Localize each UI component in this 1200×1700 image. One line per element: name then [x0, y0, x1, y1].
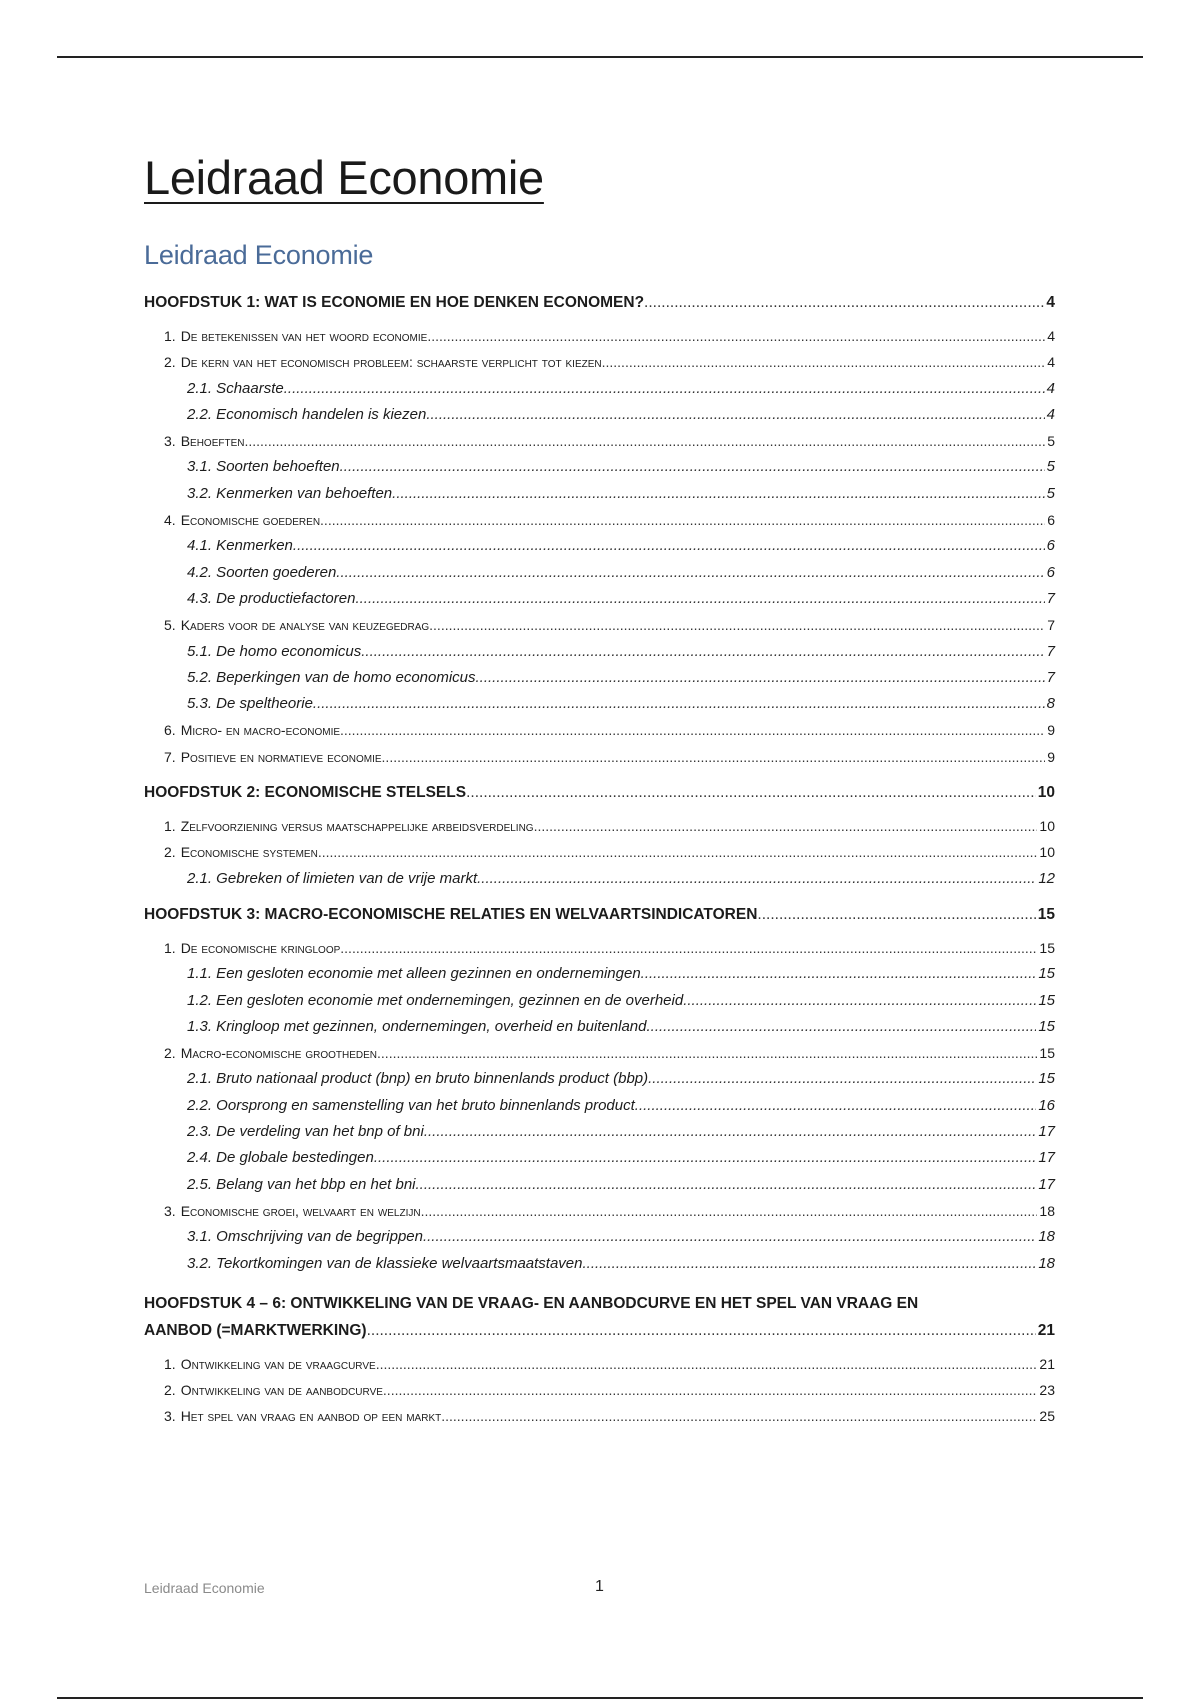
toc-dot-leader: [367, 1318, 1036, 1344]
page-number: 1: [595, 1578, 604, 1595]
toc-section-entry[interactable]: [144, 839, 1055, 865]
toc-page-number: 4: [1047, 328, 1055, 344]
toc-entry-text: Het spel van vraag en aanbod op een markt: [180, 1408, 442, 1425]
toc-page-number: 4: [1047, 354, 1055, 371]
toc-entry-text: De economische kringloop: [180, 939, 341, 956]
toc-page-number: 15: [1039, 939, 1055, 956]
toc-page-number: 7: [1046, 668, 1055, 686]
toc-section-entry[interactable]: [144, 507, 1055, 533]
toc-entry-text: 1.2. Een gesloten economie met ondernemingen, gezinnen en de overheid: [187, 991, 684, 1009]
toc-subsection-entry[interactable]: [144, 639, 1055, 665]
toc-entry-number: 3.: [164, 1408, 176, 1425]
toc-page-number: 7: [1047, 617, 1055, 634]
toc-entry-number: 1.: [164, 939, 176, 956]
toc-section-entry[interactable]: [144, 1040, 1055, 1066]
toc-entry-number: 1.: [164, 1355, 176, 1372]
toc-subsection-entry[interactable]: [144, 1224, 1055, 1250]
toc-chapter-entry[interactable]: [144, 902, 1055, 928]
footer-title: Leidraad Economie: [144, 1580, 265, 1596]
toc-entry-text: 2.2. Economisch handelen is kiezen: [187, 405, 427, 423]
toc-heading: Leidraad Economie: [144, 240, 374, 270]
toc-page-number: 18: [1039, 1202, 1055, 1219]
toc-entry-number: 3.: [164, 1202, 176, 1219]
toc-entry-text: 2.4. De globale bestedingen: [187, 1149, 374, 1167]
toc-dot-leader: [424, 1119, 1036, 1145]
toc-dot-leader: [429, 612, 1045, 638]
toc-entry-text: 1.1. Een gesloten economie met alleen gezinnen en ondernemingen: [187, 965, 641, 983]
toc-page-number: 15: [1038, 965, 1055, 983]
toc-entry-number: 1.: [164, 818, 176, 835]
toc-entry-text: HOOFDSTUK 1: WAT IS ECONOMIE EN HOE DENKEN ECONOMEN?: [144, 294, 645, 311]
toc-entry-text: Macro-economische grootheden: [180, 1045, 378, 1062]
toc-page-number: 12: [1038, 869, 1055, 887]
toc-subsection-entry[interactable]: [144, 691, 1055, 717]
toc-dot-leader: [361, 639, 1044, 665]
toc-entry-text: HOOFDSTUK 3: MACRO-ECONOMISCHE RELATIES EN WELVAARTSINDICATOREN: [144, 905, 758, 923]
toc-entry-text: 2.1. Bruto nationaal product (bnp) en bruto binnenlands product (bbp): [187, 1070, 649, 1088]
toc-entry-text: Ontwikkeling van de vraagcurve: [180, 1355, 376, 1372]
toc-dot-leader: [340, 717, 1045, 743]
toc-page-number: 5: [1046, 484, 1055, 502]
toc-page-number: 17: [1038, 1149, 1055, 1167]
toc-page-number: 15: [1038, 1070, 1055, 1088]
toc-section-entry[interactable]: [144, 935, 1055, 961]
toc-dot-leader: [374, 1145, 1037, 1171]
toc-page-number: 10: [1039, 818, 1055, 835]
toc-subsection-entry[interactable]: [144, 402, 1055, 428]
toc-page-number: 15: [1037, 905, 1055, 923]
toc-subsection-entry[interactable]: [144, 1093, 1055, 1119]
toc-entry-number: 6.: [164, 722, 176, 739]
table-of-contents: [144, 290, 1055, 1430]
toc-page-number: 7: [1046, 642, 1055, 660]
toc-dot-leader: [383, 1377, 1038, 1403]
toc-entry-number: 4.: [164, 512, 176, 529]
toc-section-entry[interactable]: [144, 1403, 1055, 1429]
toc-page-number: 4: [1046, 379, 1055, 397]
toc-entry-text: 1.3. Kringloop met gezinnen, ondernemingen, overheid en buitenland.: [187, 1017, 651, 1035]
toc-subsection-entry[interactable]: [144, 560, 1055, 586]
toc-dot-leader: [644, 290, 1044, 316]
toc-dot-leader: [641, 961, 1037, 987]
toc-entry-text: De betekenissen van het woord economie: [180, 328, 428, 344]
toc-entry-text: 2.3. De verdeling van het bnp of bni: [187, 1123, 424, 1141]
toc-dot-leader: [313, 691, 1045, 717]
toc-dot-leader: [355, 586, 1044, 612]
toc-dot-leader: [340, 454, 1045, 480]
toc-chapter-title-line: HOOFDSTUK 4 – 6: ONTWIKKELING VAN DE VRAAG- EN AANBODCURVE EN HET SPEL VAN VRAAG EN: [144, 1294, 919, 1312]
toc-entry-text: 3.2. Kenmerken van behoeften: [187, 484, 393, 502]
footer-rule: [57, 1697, 1143, 1699]
toc-section-entry[interactable]: [144, 612, 1055, 638]
toc-entry-text: 2.5. Belang van het bbp en het bni: [187, 1175, 416, 1193]
toc-page-number: 9: [1047, 748, 1055, 765]
toc-subsection-entry[interactable]: [144, 586, 1055, 612]
toc-section-entry[interactable]: [144, 1198, 1055, 1224]
toc-entry-text: 3.1. Omschrijving van de begrippen: [187, 1228, 423, 1246]
toc-section-entry[interactable]: [144, 1351, 1055, 1377]
toc-dot-leader: [651, 1014, 1037, 1040]
toc-page-number: 6: [1047, 512, 1055, 529]
toc-subsection-entry[interactable]: [144, 376, 1055, 402]
toc-subsection-entry[interactable]: [144, 866, 1055, 892]
toc-section-entry[interactable]: [144, 744, 1055, 770]
toc-entry-text: 2.1. Gebreken of limieten van de vrije markt: [187, 869, 478, 887]
toc-chapter-entry[interactable]: [144, 1318, 1055, 1344]
toc-entry-number: 5.: [164, 617, 176, 634]
toc-subsection-entry[interactable]: [144, 1119, 1055, 1145]
toc-section-entry[interactable]: [144, 428, 1055, 454]
toc-dot-leader: [426, 402, 1044, 428]
toc-entry-text: Economische goederen: [180, 512, 321, 529]
toc-subsection-entry[interactable]: [144, 481, 1055, 507]
toc-dot-leader: [320, 507, 1045, 533]
toc-page-number: 10: [1039, 844, 1055, 861]
toc-dot-leader: [376, 1351, 1038, 1377]
toc-entry-text: 4.3. De productiefactoren: [187, 589, 356, 607]
toc-entry-text: 5.1. De homo economicus: [187, 642, 362, 660]
toc-subsection-entry[interactable]: [144, 1014, 1055, 1040]
toc-section-entry[interactable]: [144, 813, 1055, 839]
toc-entry-text: Economische groei, welvaart en welzijn: [180, 1202, 421, 1219]
toc-entry-text: 2.2. Oorsprong en samenstelling van het bruto binnenlands product: [187, 1096, 635, 1114]
toc-section-entry[interactable]: [144, 1377, 1055, 1403]
toc-chapter-entry[interactable]: [144, 780, 1055, 806]
toc-dot-leader: [336, 560, 1044, 586]
toc-dot-leader: [441, 1403, 1037, 1429]
toc-subsection-entry[interactable]: [144, 1066, 1055, 1092]
toc-entry-number: 2.: [164, 354, 176, 371]
toc-page-number: 15: [1038, 1017, 1055, 1035]
toc-page-number: 21: [1037, 1321, 1055, 1339]
toc-entry-number: 2.: [164, 844, 176, 861]
toc-entry-text: Behoeften: [180, 433, 245, 450]
toc-subsection-entry[interactable]: [144, 533, 1055, 559]
toc-page-number: 4: [1046, 294, 1055, 311]
toc-entry-text: De kern van het economisch probleem: schaarste verplicht tot kiezen: [180, 354, 602, 371]
toc-dot-leader: [466, 780, 1036, 806]
toc-subsection-entry[interactable]: [144, 454, 1055, 480]
toc-dot-leader: [340, 935, 1037, 961]
toc-entry-text: Ontwikkeling van de aanbodcurve: [180, 1382, 383, 1399]
toc-entry-text: 5.3. De speltheorie: [187, 695, 313, 713]
toc-dot-leader: [477, 866, 1036, 892]
toc-dot-leader: [534, 813, 1038, 839]
toc-subsection-entry[interactable]: [144, 1172, 1055, 1198]
toc-entry-text: 2.1. Schaarste: [187, 379, 284, 397]
toc-section-entry[interactable]: [144, 323, 1055, 349]
toc-entry-number: 7.: [164, 748, 176, 765]
toc-section-entry[interactable]: [144, 349, 1055, 375]
toc-page-number: 7: [1046, 589, 1055, 607]
toc-page-number: 15: [1039, 1045, 1055, 1062]
toc-dot-leader: [683, 988, 1036, 1014]
toc-entry-number: 3.: [164, 433, 176, 450]
toc-page-number: 5: [1047, 433, 1055, 450]
toc-page-number: 6: [1046, 537, 1055, 555]
toc-subsection-entry[interactable]: [144, 1145, 1055, 1171]
toc-entry-number: 1.: [164, 328, 176, 344]
toc-entry-text: Micro- en macro-economie: [180, 722, 341, 739]
toc-dot-leader: [635, 1093, 1037, 1119]
toc-entry-number: 2.: [164, 1382, 176, 1399]
toc-dot-leader: [602, 349, 1046, 375]
toc-dot-leader: [476, 665, 1045, 691]
toc-dot-leader: [416, 1172, 1037, 1198]
toc-page-number: 23: [1039, 1382, 1055, 1399]
toc-page-number: 5: [1046, 458, 1055, 476]
toc-page-number: 18: [1038, 1228, 1055, 1246]
toc-page-number: 17: [1038, 1123, 1055, 1141]
toc-subsection-entry[interactable]: [144, 1251, 1055, 1277]
toc-dot-leader: [427, 323, 1045, 349]
toc-entry-text: 3.2. Tekortkomingen van de klassieke welvaartsmaatstaven: [187, 1254, 583, 1272]
toc-dot-leader: [421, 1198, 1038, 1224]
toc-page-number: 25: [1039, 1408, 1055, 1425]
toc-entry-number: 2.: [164, 1045, 176, 1062]
toc-dot-leader: [382, 744, 1046, 770]
toc-page-number: 4: [1046, 405, 1055, 423]
toc-page-number: 18: [1038, 1254, 1055, 1272]
toc-dot-leader: [392, 481, 1045, 507]
toc-page-number: 16: [1038, 1096, 1055, 1114]
toc-dot-leader: [284, 376, 1045, 402]
toc-dot-leader: [318, 839, 1038, 865]
toc-dot-leader: [757, 902, 1035, 928]
toc-entry-text: 5.2. Beperkingen van de homo economicus: [187, 668, 476, 686]
toc-entry-text: Zelfvoorziening versus maatschappelijke arbeidsverdeling: [180, 818, 534, 835]
toc-page-number: 15: [1038, 991, 1055, 1009]
toc-page-number: 9: [1047, 722, 1055, 739]
toc-entry-text: HOOFDSTUK 2: ECONOMISCHE STELSELS: [144, 784, 467, 802]
toc-page-number: 21: [1039, 1355, 1055, 1372]
toc-entry-text: 4.1. Kenmerken: [187, 537, 293, 555]
toc-entry-text: Kaders voor de analyse van keuzegedrag: [180, 617, 430, 634]
toc-page-number: 10: [1037, 784, 1055, 802]
document-title: Leidraad Economie: [144, 151, 544, 204]
toc-dot-leader: [648, 1066, 1036, 1092]
toc-entry-text: 3.1. Soorten behoeften: [187, 458, 340, 476]
toc-page-number: 6: [1046, 563, 1055, 581]
toc-dot-leader: [293, 533, 1045, 559]
header-rule: [57, 56, 1143, 58]
toc-subsection-entry[interactable]: [144, 665, 1055, 691]
toc-subsection-entry[interactable]: [144, 961, 1055, 987]
toc-entry-text: Economische systemen: [180, 844, 318, 861]
toc-dot-leader: [377, 1040, 1037, 1066]
toc-dot-leader: [423, 1224, 1036, 1250]
toc-page-number: 17: [1038, 1175, 1055, 1193]
toc-section-entry[interactable]: [144, 717, 1055, 743]
toc-subsection-entry[interactable]: [144, 988, 1055, 1014]
toc-entry-text: Positieve en normatieve economie: [180, 748, 382, 765]
toc-dot-leader: [583, 1251, 1037, 1277]
toc-entry-text: 4.2. Soorten goederen: [187, 563, 337, 581]
toc-chapter-entry[interactable]: [144, 290, 1055, 316]
toc-entry-text: AANBOD (=MARKTWERKING): [144, 1321, 367, 1339]
toc-dot-leader: [244, 428, 1045, 454]
toc-page-number: 8: [1046, 695, 1055, 713]
